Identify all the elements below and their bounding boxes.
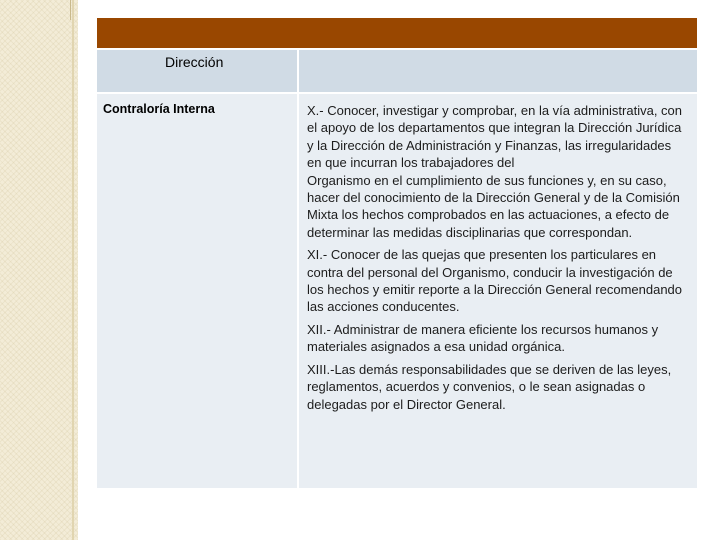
table-header-bar (97, 18, 697, 48)
table-header-row (97, 48, 697, 92)
header-cell-left (97, 50, 297, 92)
department-cell (97, 94, 297, 488)
side-band-rule (72, 0, 74, 540)
responsibility-paragraph-xi: XI.- Conocer de las quejas que presenten los particulares en contra del personal del Organismo, conducir la investigación de los hechos y emitir reporte a la Dirección General recomendando las acciones conducentes. (307, 247, 683, 315)
responsibility-paragraph-x: X.- Conocer, investigar y comprobar, en la vía administrativa, con el apoyo de los departamentos que integran la Dirección Jurídica y la Dirección de Administración y Finanzas, las irregularidades en que incurran los trabajadores del Organismo en el cumplimiento de sus funciones y, en su caso, hacer del conocimiento de la Dirección General y de la Comisión Mixta los hechos comprobados en las actuaciones, a efecto de determinar las medidas disciplinarias que correspondan. (307, 103, 683, 240)
table-row (97, 94, 697, 488)
responsibilities-table (97, 18, 697, 488)
responsibility-paragraph-xiii: XIII.-Las demás responsabilidades que se deriven de las leyes, reglamentos, acuerdos y convenios, o le sean asignadas o delegadas por el Director General. (307, 361, 672, 412)
department-name: Contraloría Interna (103, 102, 215, 116)
corner-line (70, 0, 71, 20)
responsibilities-cell (299, 94, 697, 488)
responsibility-paragraph-xii: XII.- Administrar de manera eficiente los recursos humanos y materiales asignados a esa unidad orgánica. (307, 321, 659, 355)
header-label: Dirección (165, 54, 224, 70)
decorative-side-band (0, 0, 78, 540)
header-cell-right (299, 50, 697, 92)
